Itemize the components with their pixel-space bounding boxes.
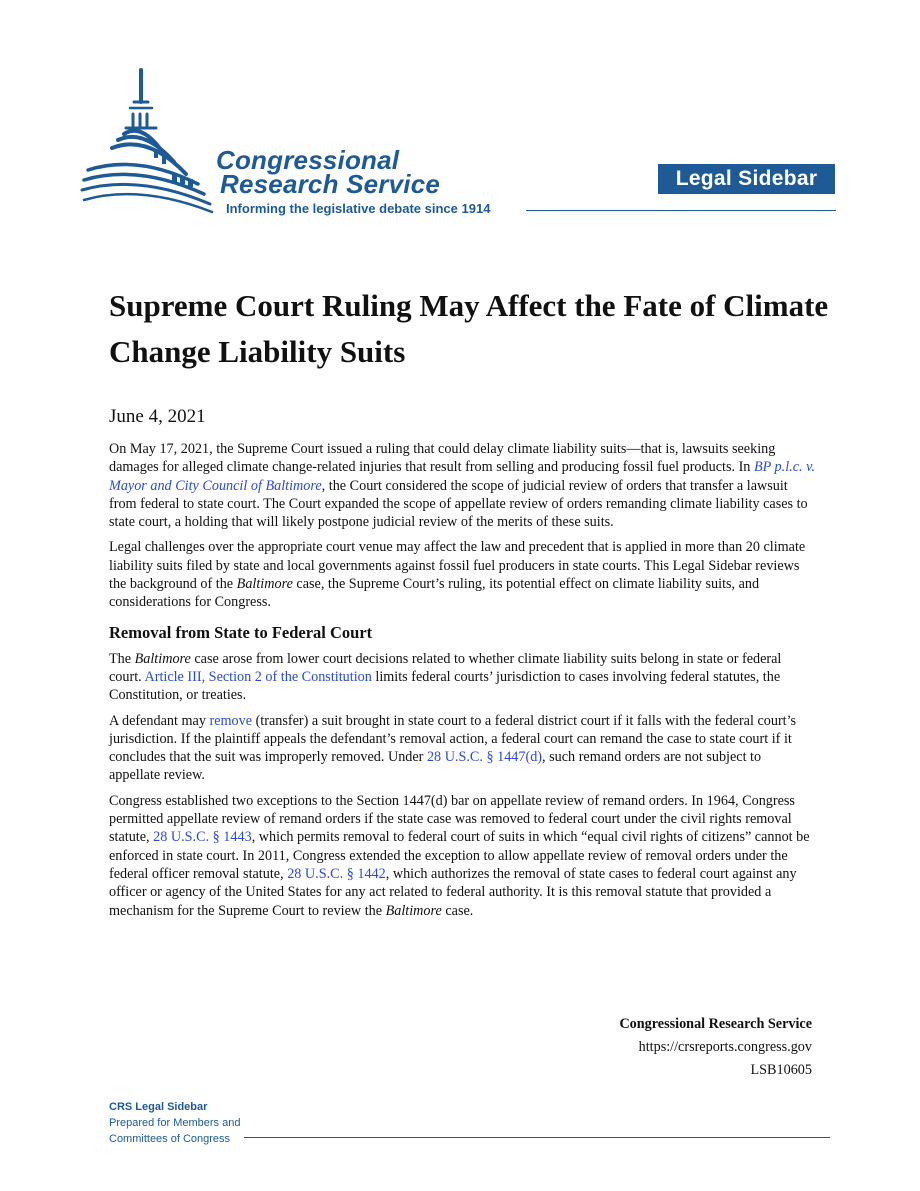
publication-date: June 4, 2021 [109,406,206,427]
crs-logo [78,62,538,222]
org-tagline: Informing the legislative debate since 1914 [226,201,491,216]
text-run: limits federal courts’ jurisdiction to cases involving federal statutes, the Constitution, or treaties. [109,668,781,704]
page-footer [109,1099,240,1147]
case-link-text: BP p.l.c. v. Mayor and City Council of Baltimore [109,459,815,494]
paragraph-baltimore-background [109,650,815,705]
capitol-dome-icon [78,62,218,222]
case-name: Baltimore [385,902,442,919]
text-run: case, the Supreme Court’s ruling, its potential effect on climate liability suits, and considerations for Congress. [109,576,760,611]
article-body [109,440,815,927]
page-title: Supreme Court Ruling May Affect the Fate of Climate Change Liability Suits [109,288,829,369]
section-heading-removal: Removal from State to Federal Court [109,622,373,642]
remove-link[interactable]: remove [209,712,253,729]
text-run: Legal challenges over the appropriate court venue may affect the law and precedent that is applied in more than 20 climate liability suits filed by state and local governments against fossil fuel producers in state courts. This Legal Sidebar reviews the background of the [109,539,806,593]
paragraph-removal [109,712,815,785]
legal-sidebar-badge: Legal Sidebar [658,164,835,194]
footer-rule [244,1137,830,1138]
org-name-line1: Congressional [216,145,400,175]
text-run: A defendant may [109,712,210,729]
contact-url[interactable]: https://crsreports.congress.gov [638,1039,812,1055]
usc-1443-link[interactable]: 28 U.S.C. § 1443 [153,829,252,846]
text-run: case. [441,902,474,919]
case-name: Baltimore [134,650,191,667]
case-name: Baltimore [236,576,293,593]
text-run: Congress established two exceptions to the Section 1447(d) bar on appellate review of remand orders. In 1964, Congress permitted appellate review of remand orders if the state case was removed to federal court under the civil rights removal statute, [109,792,795,846]
usc-1442-link[interactable]: 28 U.S.C. § 1442 [287,865,386,882]
text-run: , which permits removal to federal court of suits in which “equal civil rights of citizens” cannot be enforced in state court. In 2011, Congress extended the exception to allow appellate review of removal orders under the federal officer removal statute, [109,829,810,882]
text-run: , such remand orders are not subject to appellate review. [109,749,762,784]
footer-line2: Committees of Congress [109,1133,231,1145]
text-run: The [109,650,135,667]
footer-title: CRS Legal Sidebar [109,1101,208,1113]
text-run: On May 17, 2021, the Supreme Court issued a ruling that could delay climate liability suits—that is, lawsuits seeking damages for alleged climate change-related injuries that result from selling and producing fossil fuel products. In [109,441,776,476]
paragraph-intro [109,440,815,531]
paragraph-exceptions [109,792,815,920]
footer-line1: Prepared for Members and [109,1117,241,1129]
text-run: case arose from lower court decisions related to whether climate liability suits belong in state or federal court. [109,650,782,685]
report-id: LSB10605 [750,1062,812,1078]
contact-org: Congressional Research Service [619,1016,812,1032]
paragraph-legal-challenges [109,538,815,611]
org-name-line2: Research Service [220,169,441,199]
text-run: , which authorizes the removal of state cases to federal court against any officer or agency of the United States for any act related to federal authority. It is this removal statute that provided a mechanism for the Supreme Court to review the [109,865,797,919]
header-rule [526,210,836,211]
usc-1447d-link[interactable]: 28 U.S.C. § 1447(d) [426,749,543,766]
text-run: , the Court considered the scope of judicial review of orders that transfer a lawsuit from federal to state court. The Court expanded the scope of appellate review of orders remanding climate liability cases to state court, a holding that will likely postpone judicial review of the merits of these suits. [109,477,808,531]
text-run: (transfer) a suit brought in state court to a federal district court if it falls with the federal court’s jurisdiction. If the plaintiff appeals the defendant’s removal action, a federal court can remand the case to state court if it concludes that the suit was improperly removed. Under [109,712,797,766]
contact-block [619,1013,812,1082]
constitution-link[interactable]: Article III, Section 2 of the Constitution [144,668,372,685]
